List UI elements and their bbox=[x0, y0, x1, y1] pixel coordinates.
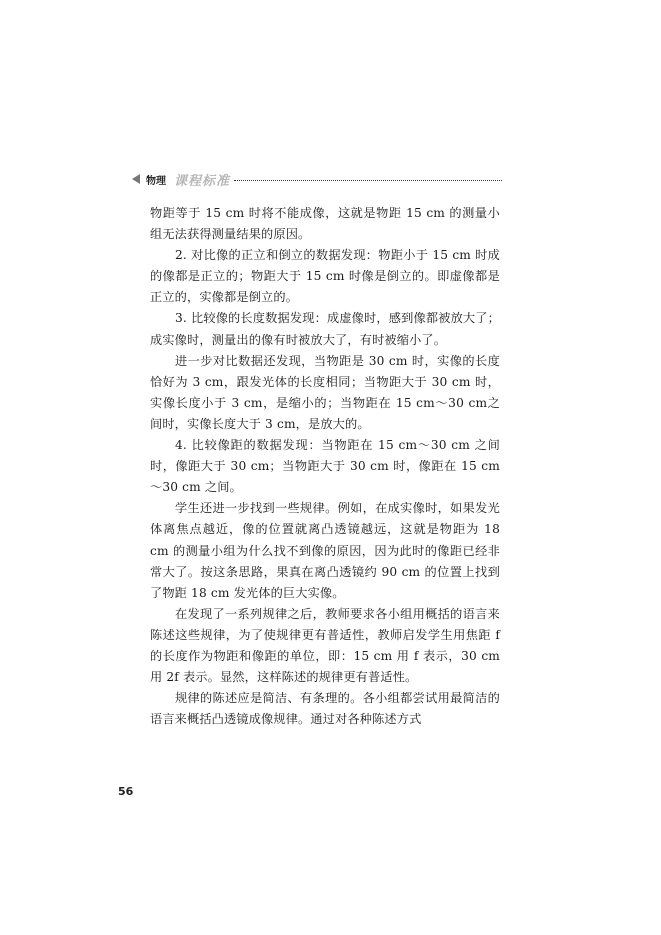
header-dotted-rule bbox=[234, 180, 502, 181]
paragraph: 物距等于 15 cm 时将不能成像，这就是物距 15 cm 的测量小组无法获得测量结果的原因。 bbox=[150, 206, 500, 242]
running-header bbox=[132, 169, 502, 189]
paragraph: 4. 比较像距的数据发现：当物距在 15 cm～30 cm 之间时，像距大于 30 cm；当物距大于 30 cm 时，像距在 15 cm～30 cm 之间。 bbox=[150, 438, 500, 495]
header-subject: 物理 bbox=[146, 175, 166, 187]
paragraph: 进一步对比数据还发现，当物距是 30 cm 时，实像的长度恰好为 3 cm，跟发光体的长度相同；当物距大于 30 cm 时，实像长度小于 3 cm，是缩小的；当物距在 15 cm～30 cm之间时，实像长度大于 3 cm，是放大的。 bbox=[150, 353, 500, 431]
paragraph: 规律的陈述应是简洁、有条理的。各小组都尝试用最简洁的语言来概括凸透镜成像规律。通过对各种陈述方式 bbox=[150, 691, 500, 727]
triangle-left-icon bbox=[132, 174, 140, 184]
paragraph: 学生还进一步找到一些规律。例如，在成实像时，如果发光体离焦点越近，像的位置就离凸透镜越远，这就是物距为 18 cm 的测量小组为什么找不到像的原因，因为此时的像距已经非常大了。按这条思路，果真在离凸透镜约 90 cm 的位置上找到了物距 18 cm 发光体的巨大实像。 bbox=[150, 501, 500, 600]
paragraph: 在发现了一系列规律之后，教师要求各小组用概括的语言来陈述这些规律，为了使规律更有普适性，教师启发学生用焦距 f 的长度作为物距和像距的单位，即：15 cm 用 f 表示，30 cm 用 2f 表示。显然，这样陈述的规律更有普适性。 bbox=[150, 606, 500, 685]
body-text bbox=[150, 203, 500, 730]
paragraph: 2. 对比像的正立和倒立的数据发现：物距小于 15 cm 时成的像都是正立的；物距大于 15 cm 时像是倒立的。即虚像都是正立的，实像都是倒立的。 bbox=[150, 248, 500, 305]
header-title: 课程标准 bbox=[174, 173, 231, 189]
page-number: 56 bbox=[118, 785, 134, 798]
paragraph: 3. 比较像的长度数据发现：成虚像时，感到像都被放大了；成实像时，测量出的像有时被放大了，有时被缩小了。 bbox=[150, 311, 500, 347]
